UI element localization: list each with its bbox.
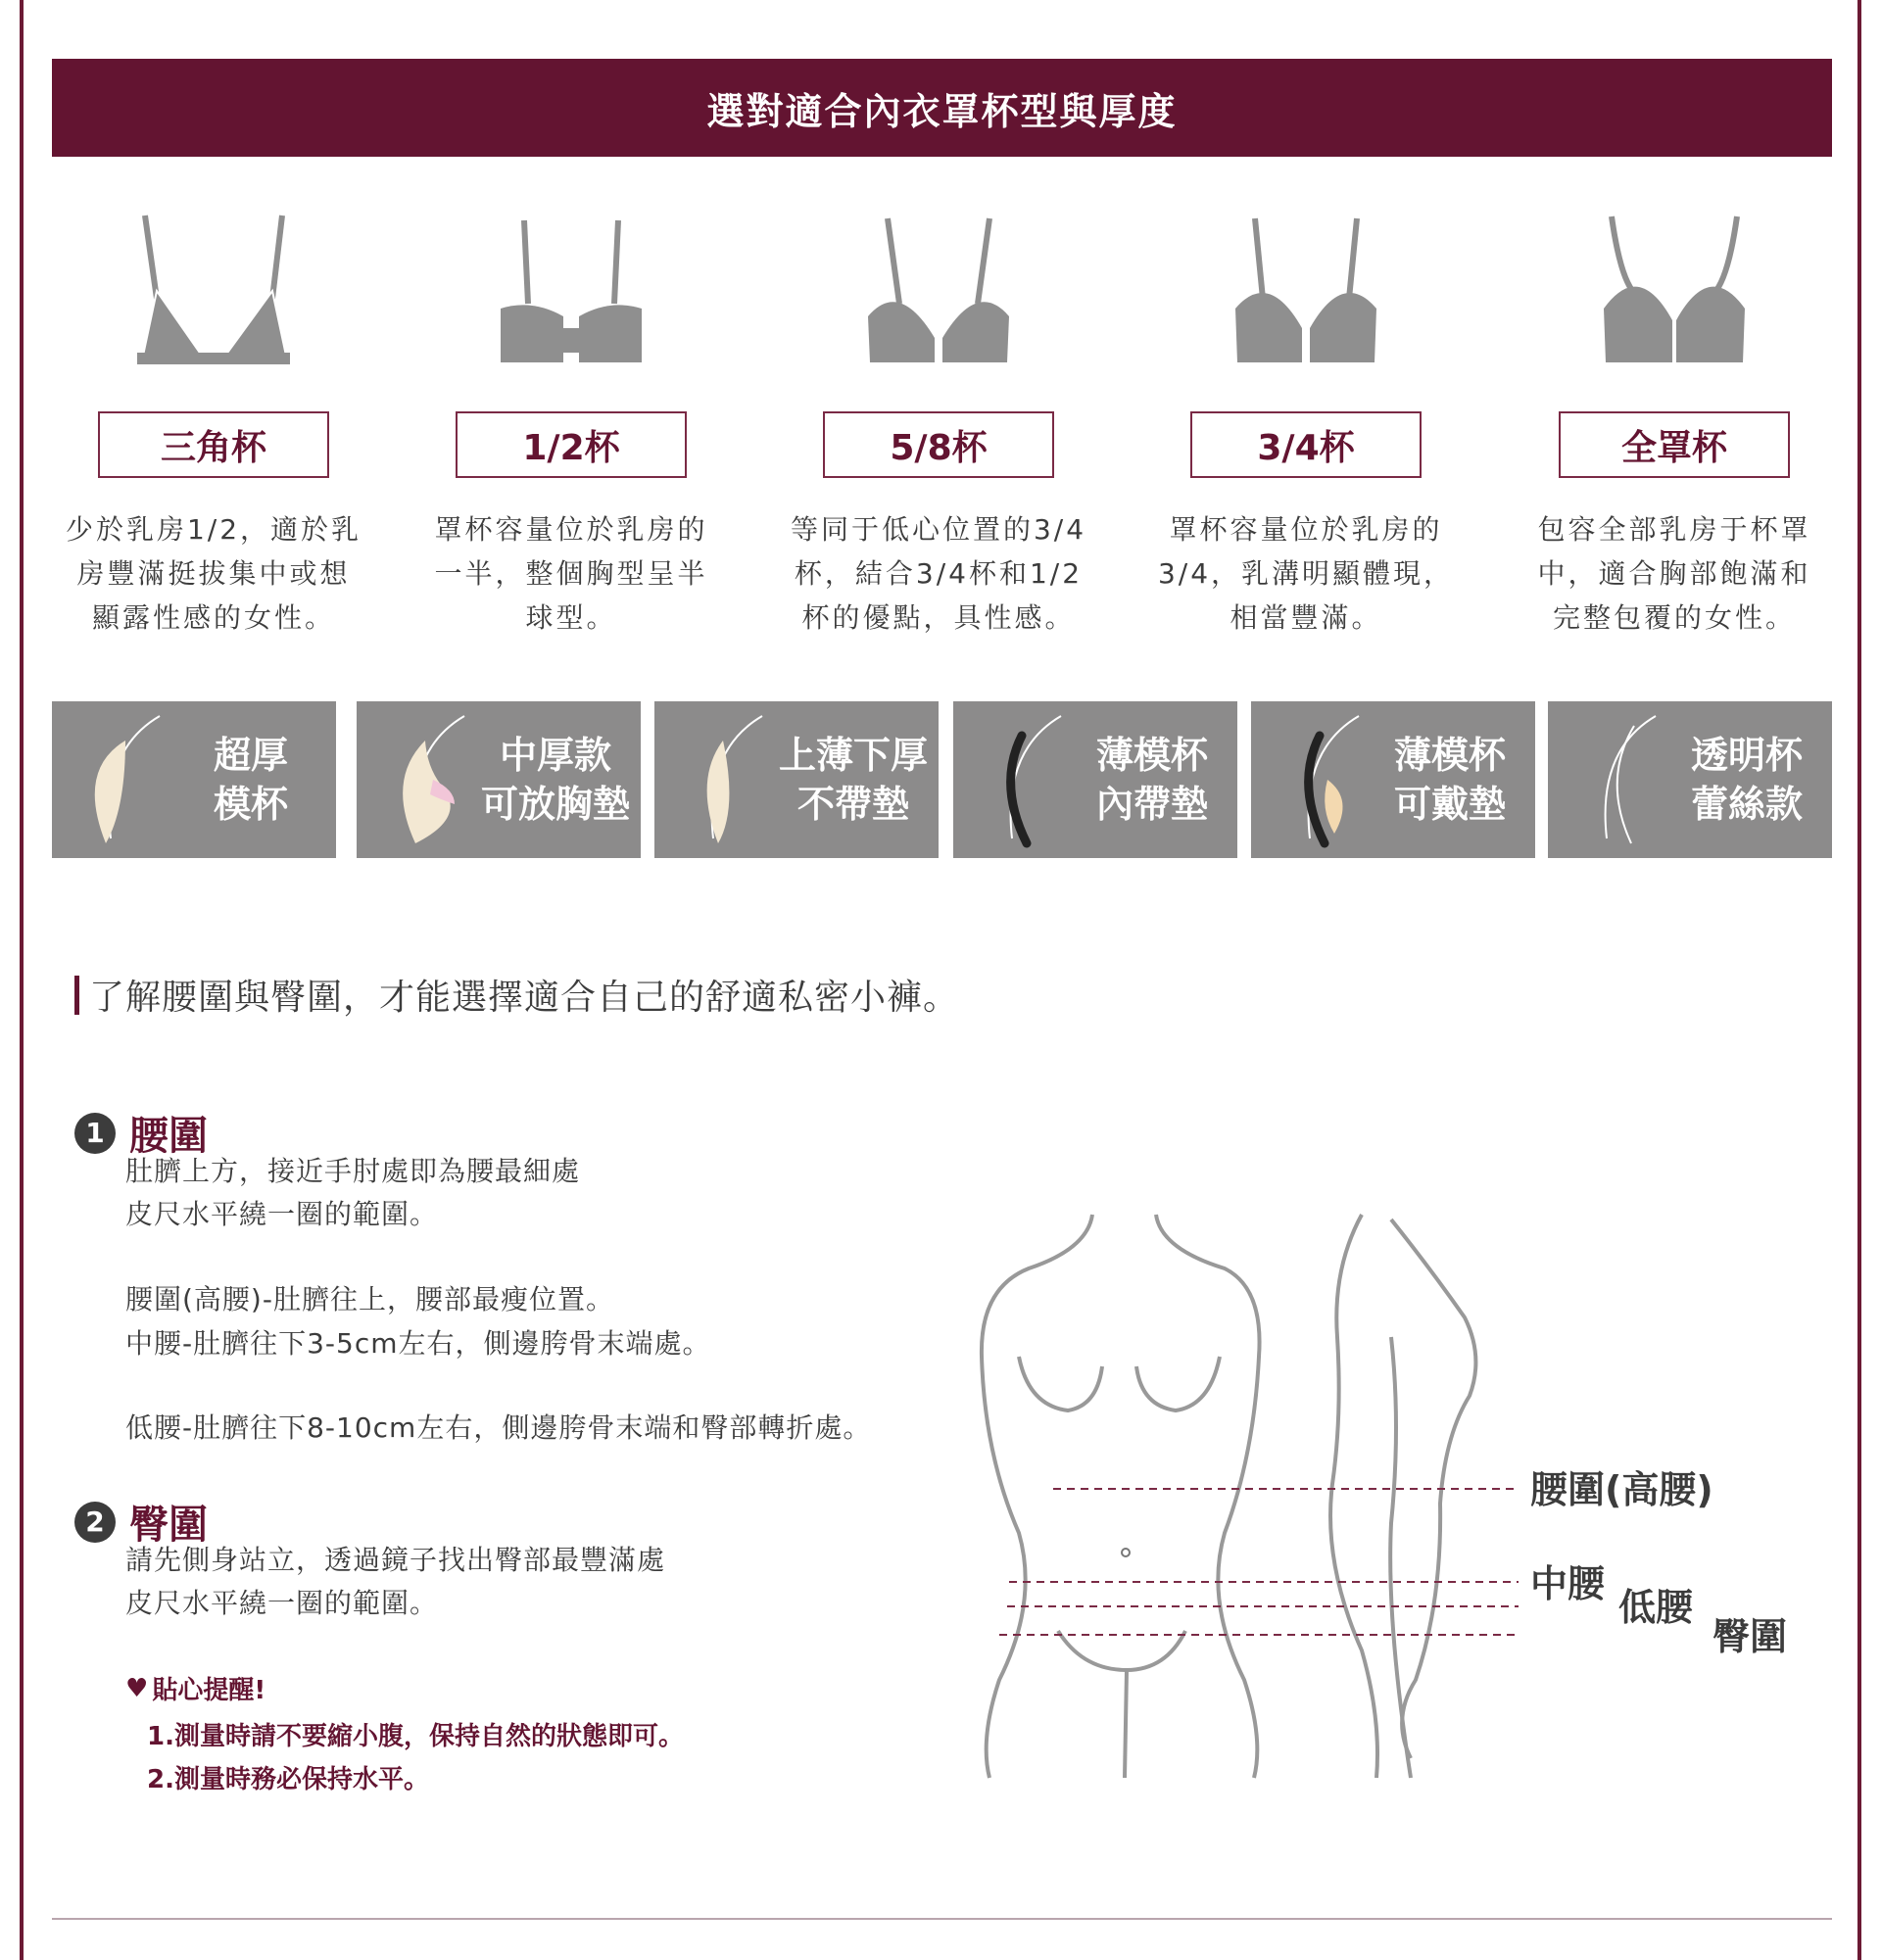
tips-title [125, 1670, 265, 1706]
cup-label: 三角杯 [98, 411, 329, 478]
heart-icon: ♥ [125, 1673, 149, 1703]
tip-item: 1.測量時請不要縮小腹，保持自然的狀態即可。 [147, 1722, 684, 1751]
sheer-lace-icon [1577, 711, 1675, 848]
cup-label: 全罩杯 [1559, 411, 1790, 478]
thick-pad-icon [81, 711, 179, 848]
heading-accent-bar [74, 976, 79, 1015]
waist-high-desc: 腰圍(高腰)-肚臍往上，腰部最瘦位置。 [125, 1283, 614, 1315]
cup-type-triangle [57, 201, 370, 640]
hip-title: 臀圍 [129, 1503, 208, 1548]
waist-intro: 肚臍上方，接近手肘處即為腰最細處 皮尺水平繞一圈的範圍。 [125, 1155, 581, 1230]
number-badge: 2 [74, 1502, 116, 1543]
pad-label: 透明杯 蕾絲款 [1690, 734, 1803, 826]
cup-description: 等同于低心位置的3/4 杯，結合3/4杯和1/2 杯的優點，具性感。 [790, 513, 1087, 634]
cup-type-five-eighths [782, 201, 1095, 640]
half-cup-bra-icon [473, 201, 669, 372]
cup-description: 罩杯容量位於乳房的 3/4，乳溝明顯體現， 相當豐滿。 [1157, 513, 1455, 634]
cup-label: 5/8杯 [823, 411, 1054, 478]
label-mid-waist: 中腰 [1530, 1562, 1606, 1605]
cup-description: 包容全部乳房于杯罩 中，適合胸部飽滿和 完整包覆的女性。 [1537, 513, 1811, 634]
cup-label: 1/2杯 [456, 411, 687, 478]
banner-title: 選對適合內衣罩杯型與厚度 [706, 89, 1178, 133]
waist-mid-desc: 中腰-肚臍往下3-5cm左右，側邊胯骨末端處。 [125, 1327, 711, 1360]
heading-text: 了解腰圍與臀圍，才能選擇適合自己的舒適私密小褲。 [89, 978, 960, 1018]
panty-heading [74, 970, 959, 1020]
graduated-pad-icon [684, 711, 782, 848]
hip-desc: 請先側身站立，透過鏡子找出臀部最豐滿處 皮尺水平繞一圈的範圍。 [125, 1544, 666, 1619]
cup-description: 少於乳房1/2，適於乳 房豐滿挺拔集中或想 顯露性感的女性。 [65, 513, 362, 634]
bottom-divider [52, 1918, 1832, 1920]
full-cup-bra-icon [1576, 201, 1772, 372]
cup-description: 罩杯容量位於乳房的 一半，整個胸型呈半 球型。 [434, 513, 708, 634]
pad-label: 薄模杯 可戴墊 [1393, 734, 1506, 826]
pad-tile-thin-removable [1251, 701, 1535, 858]
pad-tile-extra-thick [52, 701, 336, 858]
tips-title-text: 貼心提醒! [152, 1676, 266, 1705]
label-hip: 臀圍 [1712, 1615, 1788, 1658]
three-quarter-bra-icon [1208, 201, 1404, 372]
label-low-waist: 低腰 [1618, 1586, 1694, 1629]
cup-type-full [1518, 201, 1831, 640]
pad-label: 上薄下厚 不帶墊 [778, 734, 928, 826]
thin-pad-icon [983, 711, 1081, 848]
pad-label: 薄模杯 內帶墊 [1095, 734, 1208, 826]
five-eighths-bra-icon [841, 201, 1037, 372]
number-badge: 1 [74, 1113, 116, 1154]
section-banner [52, 59, 1832, 157]
pad-tile-graduated [654, 701, 939, 858]
label-high-waist: 腰圍(高腰) [1530, 1468, 1713, 1511]
waist-title: 腰圍 [129, 1114, 208, 1159]
triangle-bra-icon [116, 201, 312, 372]
thin-removable-pad-icon [1280, 711, 1378, 848]
medium-pad-icon [386, 711, 484, 848]
pad-label: 超厚 模杯 [213, 734, 288, 826]
waist-low-desc: 低腰-肚臍往下8-10cm左右，側邊胯骨末端和臀部轉折處。 [125, 1411, 872, 1444]
tip-item: 2.測量時務必保持水平。 [147, 1765, 429, 1794]
cup-type-half [414, 201, 728, 640]
cup-label: 3/4杯 [1190, 411, 1422, 478]
cup-type-three-quarter [1149, 201, 1463, 640]
body-measurement-figure [970, 1210, 1519, 1788]
pad-tile-medium [357, 701, 641, 858]
frame-right-border [1857, 0, 1861, 1960]
pad-label: 中厚款 可放胸墊 [480, 734, 630, 826]
pad-tile-sheer-lace [1548, 701, 1832, 858]
pad-tile-thin-molded [953, 701, 1237, 858]
frame-left-border [20, 0, 24, 1960]
